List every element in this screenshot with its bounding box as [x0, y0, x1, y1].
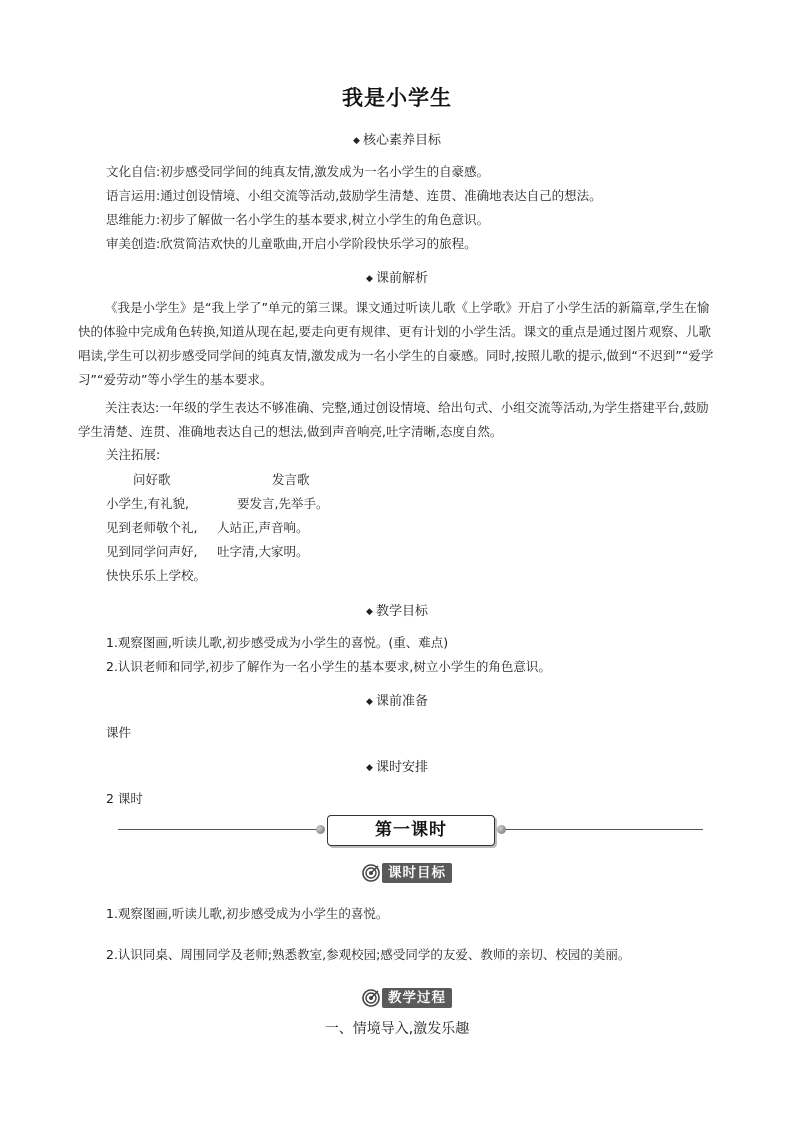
target-icon — [362, 864, 380, 882]
section-heading-preparation-label: 课前准备 — [375, 694, 428, 709]
lesson-objectives-badge — [362, 863, 452, 883]
section-heading-teaching-goals-label: 教学目标 — [375, 604, 428, 619]
section-heading-core-label: 核心素养目标 — [362, 133, 441, 148]
teaching-process-badge-label: 教学过程 — [382, 988, 452, 1008]
song1-line: 见到老师敬个礼, — [106, 520, 198, 535]
analysis-paragraph-1: 《我是小学生》是“我上学了”单元的第三课。课文通过听读儿歌《上学歌》开启了小学生活的新篇章,学生在愉快的体验中完成角色转换,知道从现在起,要走向更有规律、更有计划的小学生活。课文的重点是通过图片观察、儿歌唱读,学生可以初步感受同学间的纯真友情,激发成为一名小学生的自豪感。同时,按照儿歌的提示,做到“不迟到”“爱学习”“爱劳动”等小学生的基本要求。 — [78, 300, 714, 387]
song1-line: 快快乐乐上学校。 — [106, 568, 207, 583]
page-title: 我是小学生 — [342, 86, 452, 110]
song2-title: 发言歌 — [272, 472, 310, 487]
preparation-text: 课件 — [106, 725, 132, 740]
diamond-icon: ◆ — [366, 274, 373, 284]
section-heading-schedule — [0, 756, 794, 775]
core-goal-aesthetic: 审美创造:欣赏简洁欢快的儿童歌曲,开启小学阶段快乐学习的旅程。 — [106, 236, 477, 251]
divider-knob-right — [497, 825, 506, 834]
teaching-goal-1: 1.观察图画,听读儿歌,初步感受成为小学生的喜悦。(重、难点) — [106, 635, 449, 650]
song2-line: 要发言,先举手。 — [237, 496, 329, 511]
teaching-process-badge — [362, 988, 452, 1008]
section-heading-preparation — [0, 690, 794, 709]
teaching-goal-2: 2.认识老师和同学,初步了解作为一名小学生的基本要求,树立小学生的角色意识。 — [106, 659, 551, 674]
process-step-1: 一、情境导入,激发乐趣 — [324, 1021, 470, 1037]
lesson-objective-2: 2.认识同桌、周围同学及老师;熟悉教室,参观校园;感受同学的友爱、教师的亲切、校园的美丽。 — [106, 947, 631, 962]
lesson-objectives-badge-label: 课时目标 — [382, 863, 452, 883]
core-goal-language: 语言运用:通过创设情境、小组交流等活动,鼓励学生清楚、连贯、准确地表达自己的想法。 — [106, 188, 602, 203]
target-icon — [362, 989, 380, 1007]
diamond-icon: ◆ — [353, 136, 360, 146]
analysis-paragraph-2: 关注表达:一年级的学生表达不够准确、完整,通过创设情境、给出句式、小组交流等活动,为学生搭建平台,鼓励学生清楚、连贯、准确地表达自己的想法,做到声音响亮,吐字清晰,态度自然。 — [78, 400, 709, 439]
diamond-icon: ◆ — [366, 763, 373, 773]
section-heading-core — [0, 129, 794, 148]
section-heading-analysis — [0, 267, 794, 286]
section-heading-schedule-label: 课时安排 — [375, 760, 428, 775]
divider-left — [118, 829, 318, 830]
lesson-objective-1: 1.观察图画,听读儿歌,初步感受成为小学生的喜悦。 — [106, 906, 389, 921]
song1-line: 小学生,有礼貌, — [106, 496, 189, 511]
divider-right — [503, 829, 703, 830]
section-heading-analysis-label: 课前解析 — [375, 271, 428, 286]
extension-label: 关注拓展: — [106, 447, 161, 462]
core-goal-thinking: 思维能力:初步了解做一名小学生的基本要求,树立小学生的角色意识。 — [106, 212, 490, 227]
song2-line: 人站正,声音响。 — [217, 520, 309, 535]
diamond-icon: ◆ — [366, 607, 373, 617]
lesson-title: 第一课时 — [327, 815, 495, 846]
core-goal-culture: 文化自信:初步感受同学间的纯真友情,激发成为一名小学生的自豪感。 — [106, 164, 490, 179]
divider-knob-left — [316, 825, 325, 834]
song2-line: 吐字清,大家明。 — [217, 544, 309, 559]
section-heading-teaching-goals — [0, 600, 794, 619]
diamond-icon: ◆ — [366, 697, 373, 707]
schedule-text: 2 课时 — [106, 791, 143, 806]
song1-title: 问好歌 — [133, 472, 171, 487]
song1-line: 见到同学问声好, — [106, 544, 198, 559]
